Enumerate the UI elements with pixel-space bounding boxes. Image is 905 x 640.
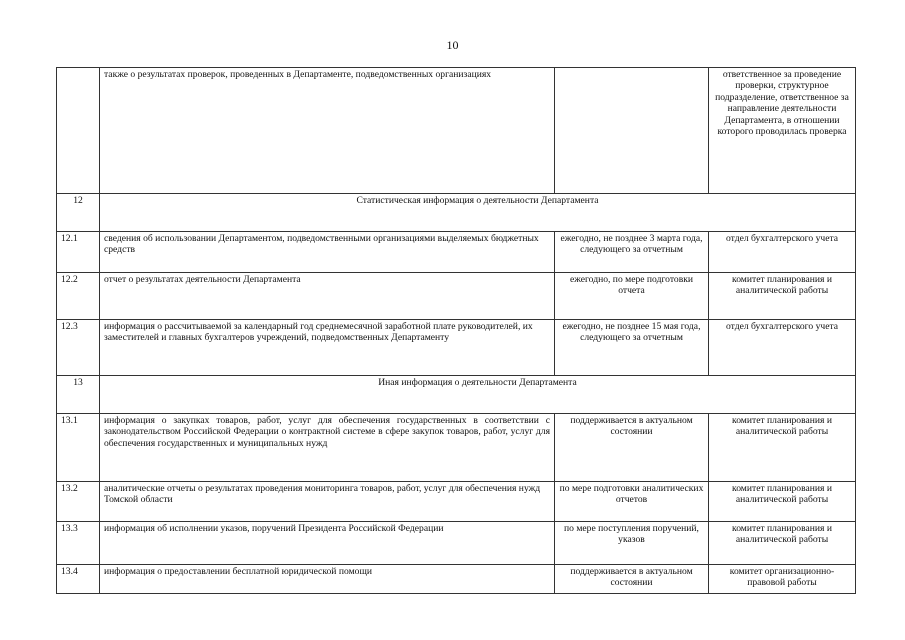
row-responsible: комитет планирования и аналитической работы xyxy=(709,482,856,522)
section-row xyxy=(57,376,856,414)
row-number: 12.3 xyxy=(57,320,100,376)
row-number: 13.4 xyxy=(57,565,100,594)
row-responsible: комитет планирования и аналитической работы xyxy=(709,414,856,482)
section-title: Статистическая информация о деятельности Департамента xyxy=(100,194,856,232)
table-row xyxy=(57,565,856,594)
row-description: информация о предоставлении бесплатной юридической помощи xyxy=(100,565,555,594)
table-row xyxy=(57,414,856,482)
row-description: информация об исполнении указов, поручений Президента Российской Федерации xyxy=(100,522,555,565)
row-description: аналитические отчеты о результатах проведения мониторинга товаров, работ, услуг для обеспечения нужд Томской области xyxy=(100,482,555,522)
row-period: по мере подготовки аналитических отчетов xyxy=(555,482,709,522)
table-row xyxy=(57,232,856,273)
row-period: поддерживается в актуальном состоянии xyxy=(555,414,709,482)
row-responsible: комитет планирования и аналитической работы xyxy=(709,522,856,565)
row-period xyxy=(555,68,709,194)
row-period: ежегодно, не позднее 3 марта года, следующего за отчетным xyxy=(555,232,709,273)
row-period: ежегодно, по мере подготовки отчета xyxy=(555,273,709,320)
row-description: информация о рассчитываемой за календарный год среднемесячной заработной плате руководителей, их заместителей и главных бухгалтеров учреждений, подведомственных Департаменту xyxy=(100,320,555,376)
section-title: Иная информация о деятельности Департамента xyxy=(100,376,856,414)
row-period: по мере поступления поручений, указов xyxy=(555,522,709,565)
row-description: отчет о результатах деятельности Департамента xyxy=(100,273,555,320)
row-number xyxy=(57,68,100,194)
table-row xyxy=(57,68,856,194)
row-responsible: ответственное за проведение проверки, структурное подразделение, ответственное за направление деятельности Департамента, в отношении которого проводилась проверка xyxy=(709,68,856,194)
row-period: ежегодно, не позднее 15 мая года, следующего за отчетным xyxy=(555,320,709,376)
section-number: 12 xyxy=(57,194,100,232)
row-description: информация о закупках товаров, работ, услуг для обеспечения государственных в соответствии с законодательством Российской Федерации о контрактной системе в сфере закупок товаров, работ, услуг для обеспечения государственных и муниципальных нужд xyxy=(100,414,555,482)
table-row xyxy=(57,273,856,320)
table-row xyxy=(57,522,856,565)
row-responsible: комитет планирования и аналитической работы xyxy=(709,273,856,320)
row-description: также о результатах проверок, проведенных в Департаменте, подведомственных организациях xyxy=(100,68,555,194)
table-row xyxy=(57,482,856,522)
row-number: 12.2 xyxy=(57,273,100,320)
table-row xyxy=(57,320,856,376)
row-number: 13.1 xyxy=(57,414,100,482)
row-responsible: отдел бухгалтерского учета xyxy=(709,232,856,273)
row-responsible: комитет организационно-правовой работы xyxy=(709,565,856,594)
row-number: 13.3 xyxy=(57,522,100,565)
row-period: поддерживается в актуальном состоянии xyxy=(555,565,709,594)
section-number: 13 xyxy=(57,376,100,414)
row-number: 13.2 xyxy=(57,482,100,522)
row-number: 12.1 xyxy=(57,232,100,273)
row-description: сведения об использовании Департаментом, подведомственными организациями выделяемых бюджетных средств xyxy=(100,232,555,273)
information-table xyxy=(56,67,856,594)
page-number: 10 xyxy=(446,38,459,52)
row-responsible: отдел бухгалтерского учета xyxy=(709,320,856,376)
section-row xyxy=(57,194,856,232)
